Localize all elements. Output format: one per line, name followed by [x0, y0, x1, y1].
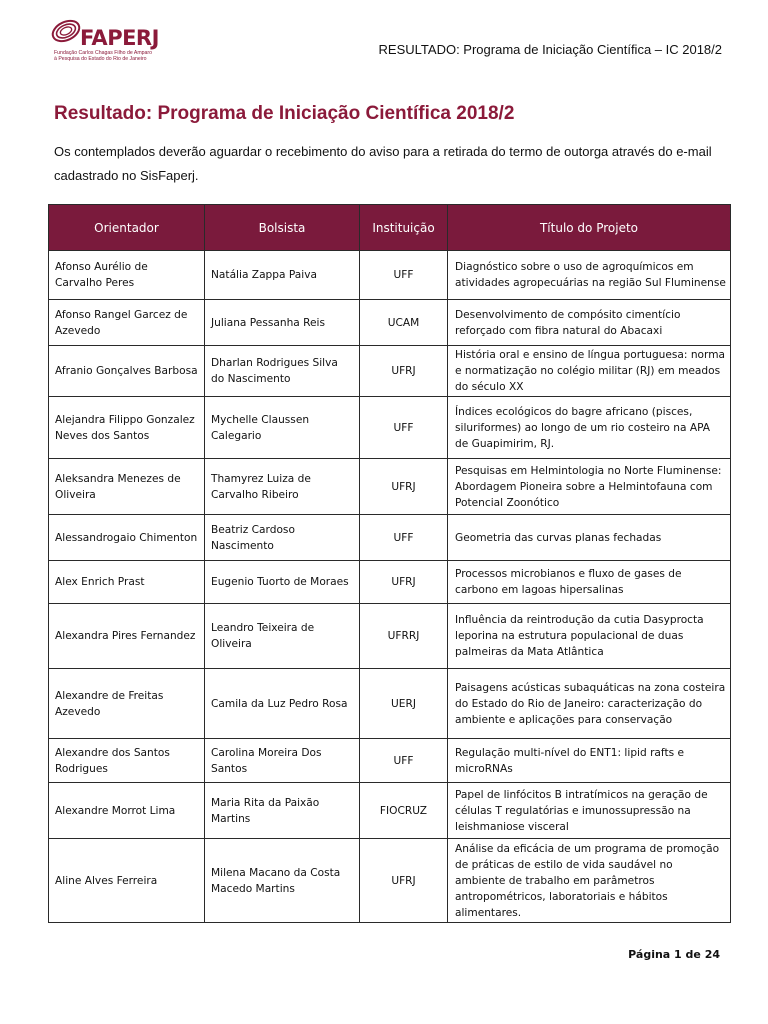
bolsista-cell: Camila da Luz Pedro Rosa	[205, 669, 360, 739]
instituicao-cell: UERJ	[360, 669, 448, 739]
orientador-cell: Alexandre de Freitas Azevedo	[49, 669, 205, 739]
table-row	[49, 739, 731, 783]
titulo-cell: Papel de linfócitos B intratímicos na geração de células T regulatórias e imunossupressão na leishmaniose visceral	[448, 783, 731, 839]
header-document-title: RESULTADO: Programa de Iniciação Científica – IC 2018/2	[378, 42, 722, 57]
table-row	[49, 839, 731, 923]
bolsista-cell: Leandro Teixeira de Oliveira	[205, 604, 360, 669]
logo-subtitle-line2: à Pesquisa do Estado do Rio de Janeiro	[54, 56, 147, 62]
orientador-cell: Alejandra Filippo Gonzalez Neves dos Santos	[49, 397, 205, 459]
table-row	[49, 604, 731, 669]
orientador-cell: Alexandre Morrot Lima	[49, 783, 205, 839]
table-row	[49, 397, 731, 459]
titulo-cell: Análise da eficácia de um programa de promoção de práticas de estilo de vida saudável no ambiente de trabalho em parâmetros antropométricos, laboratoriais e hábitos alimentares.	[448, 839, 731, 923]
orientador-cell: Aleksandra Menezes de Oliveira	[49, 459, 205, 515]
bolsista-cell: Juliana Pessanha Reis	[205, 300, 360, 346]
table-header-row	[49, 205, 731, 251]
titulo-cell: Desenvolvimento de compósito cimentício reforçado com fibra natural do Abacaxi	[448, 300, 731, 346]
faperj-logo	[50, 16, 190, 66]
table-row	[49, 515, 731, 561]
orientador-cell: Afonso Aurélio de Carvalho Peres	[49, 251, 205, 300]
column-header-bolsista: Bolsista	[205, 205, 360, 251]
instituicao-cell: UFRJ	[360, 561, 448, 604]
instituicao-cell: UFF	[360, 515, 448, 561]
instituicao-cell: UFF	[360, 397, 448, 459]
bolsista-cell: Mychelle Claussen Calegario	[205, 397, 360, 459]
results-table	[48, 204, 731, 923]
instituicao-cell: UFF	[360, 739, 448, 783]
bolsista-cell: Carolina Moreira Dos Santos	[205, 739, 360, 783]
titulo-cell: Diagnóstico sobre o uso de agroquímicos em atividades agropecuárias na região Sul Fluminense	[448, 251, 731, 300]
titulo-cell: Influência da reintrodução da cutia Dasyprocta leporina na estrutura populacional de duas palmeiras da Mata Atlântica	[448, 604, 731, 669]
titulo-cell: Geometria das curvas planas fechadas	[448, 515, 731, 561]
titulo-cell: História oral e ensino de língua portuguesa: norma e normatização no colégio militar (RJ) em meados do século XX	[448, 346, 731, 397]
instituicao-cell: UFRJ	[360, 459, 448, 515]
orientador-cell: Alex Enrich Prast	[49, 561, 205, 604]
table-row	[49, 346, 731, 397]
table-row	[49, 251, 731, 300]
page-number: Página 1 de 24	[628, 948, 720, 961]
orientador-cell: Alessandrogaio Chimenton	[49, 515, 205, 561]
bolsista-cell: Thamyrez Luiza de Carvalho Ribeiro	[205, 459, 360, 515]
table-row	[49, 459, 731, 515]
table-row	[49, 783, 731, 839]
instituicao-cell: UFF	[360, 251, 448, 300]
column-header-instituicao: Instituição	[360, 205, 448, 251]
instituicao-cell: UFRJ	[360, 346, 448, 397]
table-row	[49, 669, 731, 739]
titulo-cell: Paisagens acústicas subaquáticas na zona costeira do Estado do Rio de Janeiro: caracterização do ambiente e aplicações para conservação	[448, 669, 731, 739]
logo-subtitle-line1: Fundação Carlos Chagas Filho de Amparo	[54, 50, 153, 56]
intro-paragraph: Os contemplados deverão aguardar o recebimento do aviso para a retirada do termo de outorga através do e-mail cadastrado no SisFaperj.	[54, 144, 712, 183]
orientador-cell: Afonso Rangel Garcez de Azevedo	[49, 300, 205, 346]
column-header-orientador: Orientador	[49, 205, 205, 251]
table-row	[49, 561, 731, 604]
orientador-cell: Alexandra Pires Fernandez	[49, 604, 205, 669]
instituicao-cell: UFRJ	[360, 839, 448, 923]
orientador-cell: Alexandre dos Santos Rodrigues	[49, 739, 205, 783]
logo-wordmark: FAPERJ	[80, 26, 159, 50]
bolsista-cell: Beatriz Cardoso Nascimento	[205, 515, 360, 561]
bolsista-cell: Eugenio Tuorto de Moraes	[205, 561, 360, 604]
instituicao-cell: UCAM	[360, 300, 448, 346]
orientador-cell: Afranio Gonçalves Barbosa	[49, 346, 205, 397]
instituicao-cell: FIOCRUZ	[360, 783, 448, 839]
titulo-cell: Índices ecológicos do bagre africano (pisces, siluriformes) ao longo de um rio costeiro na APA de Guapimirim, RJ.	[448, 397, 731, 459]
instituicao-cell: UFRRJ	[360, 604, 448, 669]
titulo-cell: Pesquisas em Helmintologia no Norte Fluminense: Abordagem Pioneira sobre a Helmintofauna com Potencial Zoonótico	[448, 459, 731, 515]
bolsista-cell: Natália Zappa Paiva	[205, 251, 360, 300]
page-header	[0, 0, 768, 80]
titulo-cell: Processos microbianos e fluxo de gases de carbono em lagoas hipersalinas	[448, 561, 731, 604]
bolsista-cell: Maria Rita da Paixão Martins	[205, 783, 360, 839]
bolsista-cell: Dharlan Rodrigues Silva do Nascimento	[205, 346, 360, 397]
page-title: Resultado: Programa de Iniciação Científica 2018/2	[54, 103, 515, 124]
table-row	[49, 300, 731, 346]
bolsista-cell: Milena Macano da Costa Macedo Martins	[205, 839, 360, 923]
titulo-cell: Regulação multi-nível do ENT1: lipid rafts e microRNAs	[448, 739, 731, 783]
orientador-cell: Aline Alves Ferreira	[49, 839, 205, 923]
column-header-titulo: Título do Projeto	[448, 205, 731, 251]
faperj-swirl-icon	[50, 16, 84, 50]
